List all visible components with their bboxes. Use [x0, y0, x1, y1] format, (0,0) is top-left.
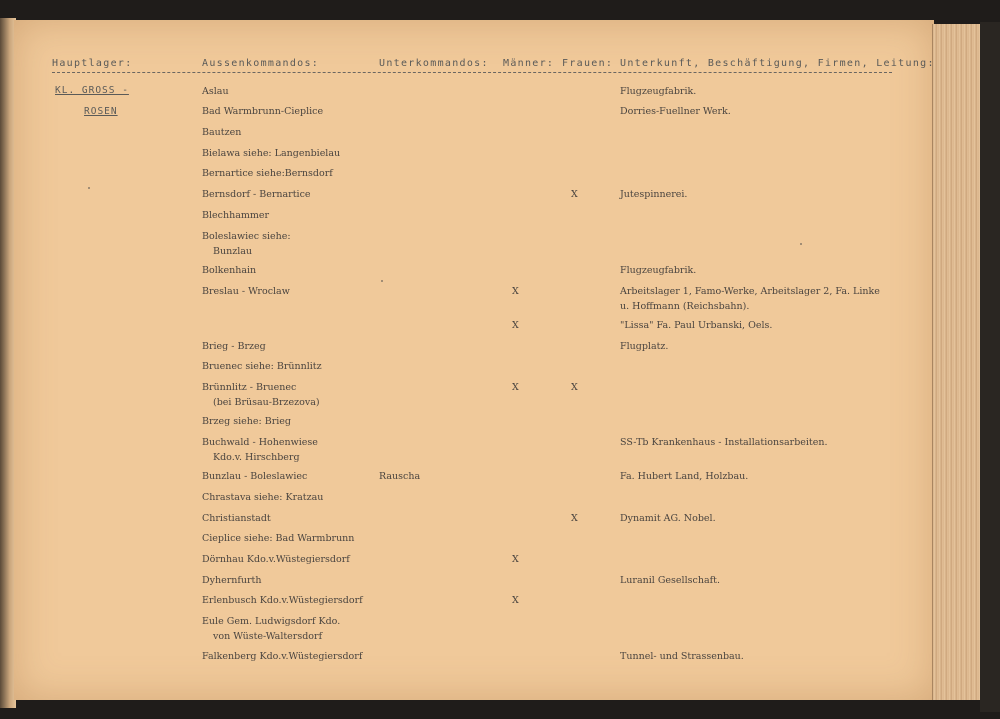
aussenkommando-note: Kdo.v. Hirschberg — [213, 452, 300, 463]
aussenkommando-name: Dörnhau Kdo.v.Wüstegiersdorf — [202, 554, 350, 565]
aussenkommando-name: Bernartice siehe:Bernsdorf — [202, 168, 333, 179]
frauen-mark: X — [571, 382, 578, 393]
aussenkommando-name: Brünnlitz - Bruenec — [202, 382, 297, 393]
aussenkommando-name: Eule Gem. Ludwigsdorf Kdo. — [202, 616, 341, 627]
unterkommando: Rauscha — [379, 471, 421, 482]
unterkunft-text: Jutespinnerei. — [620, 189, 688, 200]
aussenkommando-name: Falkenberg Kdo.v.Wüstegiersdorf — [202, 651, 363, 662]
aussenkommando-name: Buchwald - Hohenwiese — [202, 437, 318, 448]
unterkunft-text: Dynamit AG. Nobel. — [620, 513, 716, 524]
hauptlager-line1: KL. GROSS - — [55, 85, 129, 96]
frauen-mark: X — [571, 189, 578, 200]
unterkunft-text: Arbeitslager 1, Famo-Werke, Arbeitslager 2, Fa. Linke — [620, 286, 880, 297]
aussenkommando-name: Blechhammer — [202, 210, 270, 221]
aussenkommando-name: Cieplice siehe: Bad Warmbrunn — [202, 533, 355, 544]
paper-speck — [800, 243, 802, 245]
unterkunft-text: Flugplatz. — [620, 341, 669, 352]
unterkunft-text: Fa. Hubert Land, Holzbau. — [620, 471, 749, 482]
aussenkommando-note: (bei Brüsau-Brzezova) — [213, 397, 320, 408]
unterkunft-text-cont: u. Hoffmann (Reichsbahn). — [620, 301, 750, 312]
document-page — [14, 20, 934, 700]
maenner-mark: X — [512, 595, 519, 606]
maenner-mark: X — [512, 554, 519, 565]
unterkunft-text: SS-Tb Krankenhaus - Installationsarbeiten. — [620, 437, 828, 448]
aussenkommando-name: Brieg - Brzeg — [202, 341, 266, 352]
header-rule — [52, 72, 892, 73]
aussenkommando-name: Erlenbusch Kdo.v.Wüstegiersdorf — [202, 595, 363, 606]
aussenkommando-name: Brzeg siehe: Brieg — [202, 416, 292, 427]
maenner-mark: X — [512, 320, 519, 331]
aussenkommando-name: Christianstadt — [202, 513, 271, 524]
aussenkommando-name: Aslau — [202, 86, 229, 97]
frauen-mark: X — [571, 513, 578, 524]
header-unterkunft: Unterkunft, Beschäftigung, Firmen, Leitung: — [620, 58, 935, 69]
page-border — [980, 22, 1000, 712]
unterkunft-text: Flugzeugfabrik. — [620, 265, 697, 276]
header-unterkommandos: Unterkommandos: — [379, 58, 489, 69]
aussenkommando-name: Chrastava siehe: Kratzau — [202, 492, 324, 503]
aussenkommando-name: Bruenec siehe: Brünnlitz — [202, 361, 322, 372]
aussenkommando-note: von Wüste-Waltersdorf — [213, 631, 323, 642]
unterkunft-text: Luranil Gesellschaft. — [620, 575, 720, 586]
paper-speck — [88, 187, 90, 189]
aussenkommando-name: Bunzlau - Boleslawiec — [202, 471, 308, 482]
paper-speck — [381, 280, 383, 282]
unterkunft-text: Dorries-Fuellner Werk. — [620, 106, 731, 117]
aussenkommando-name: Bolkenhain — [202, 265, 257, 276]
header-aussenkommandos: Aussenkommandos: — [202, 58, 320, 69]
page-edges — [932, 24, 981, 700]
unterkunft-text: Tunnel- und Strassenbau. — [620, 651, 744, 662]
aussenkommando-name: Bad Warmbrunn-Cieplice — [202, 106, 324, 117]
aussenkommando-name: Dyhernfurth — [202, 575, 262, 586]
unterkunft-text: Flugzeugfabrik. — [620, 86, 697, 97]
aussenkommando-note: Bunzlau — [213, 246, 253, 257]
header-maenner: Männer: — [503, 58, 555, 69]
unterkunft-text: "Lissa" Fa. Paul Urbanski, Oels. — [620, 320, 773, 331]
aussenkommando-name: Bernsdorf - Bernartice — [202, 189, 311, 200]
header-frauen: Frauen: — [562, 58, 614, 69]
hauptlager-line2: ROSEN — [84, 106, 118, 117]
aussenkommando-name: Breslau - Wroclaw — [202, 286, 290, 297]
maenner-mark: X — [512, 382, 519, 393]
aussenkommando-name: Bautzen — [202, 127, 242, 138]
aussenkommando-name: Boleslawiec siehe: — [202, 231, 291, 242]
header-hauptlager: Hauptlager: — [52, 58, 133, 69]
aussenkommando-name: Bielawa siehe: Langenbielau — [202, 148, 341, 159]
maenner-mark: X — [512, 286, 519, 297]
